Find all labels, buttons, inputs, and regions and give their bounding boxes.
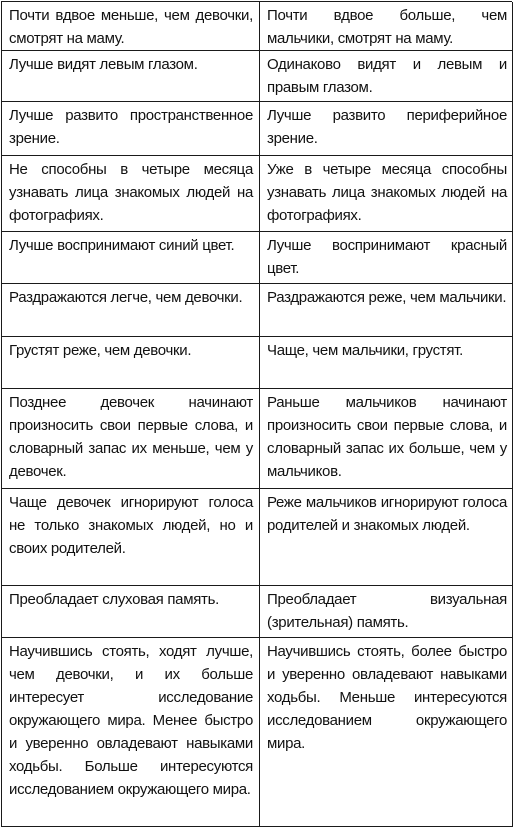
table-cell-right: Одинаково видят и левым и правым глазом. (260, 51, 513, 102)
table-cell-right: Раньше мальчиков начинают произносить свои первые слова, и словарный запас их больше, чем у мальчиков. (260, 389, 513, 489)
table-cell-right: Раздражаются реже, чем мальчики. (260, 284, 513, 337)
table-cell-left: Почти вдвое меньше, чем девочки, смотрят на маму. (2, 2, 260, 51)
table-cell-left: Грустят реже, чем девочки. (2, 337, 260, 389)
table-cell-left: Позднее девочек начинают произносить свои первые слова, и словарный запас их меньше, чем у девочек. (2, 389, 260, 489)
table-cell-right: Реже мальчиков игнорируют голоса родителей и знакомых людей. (260, 489, 513, 586)
table-cell-left: Раздражаются легче, чем девочки. (2, 284, 260, 337)
table-cell-right: Преобладает визуальная (зрительная) память. (260, 586, 513, 638)
table-cell-left: Научившись стоять, ходят лучше, чем девочки, и их больше интересует исследование окружающего мира. Менее быстро и уверенно овладевают навыками ходьбы. Больше интересуются исследованием окружающего мира. (2, 638, 260, 827)
table-cell-left: Лучше воспринимают синий цвет. (2, 232, 260, 284)
comparison-table (1, 1, 512, 827)
table-cell-right: Уже в четыре месяца способны узнавать лица знакомых людей на фотографиях. (260, 156, 513, 232)
table-cell-left: Лучше развито пространственное зрение. (2, 102, 260, 156)
table-cell-left: Преобладает слуховая память. (2, 586, 260, 638)
table-cell-right: Научившись стоять, более быстро и уверенно овладевают навыками ходьбы. Меньше интересуются исследованием окружающего мира. (260, 638, 513, 827)
table-cell-right: Лучше развито периферийное зрение. (260, 102, 513, 156)
table-cell-right: Лучше воспринимают красный цвет. (260, 232, 513, 284)
table-cell-left: Не способны в четыре месяца узнавать лица знакомых людей на фотографиях. (2, 156, 260, 232)
table-cell-right: Почти вдвое больше, чем мальчики, смотрят на маму. (260, 2, 513, 51)
table-cell-left: Чаще девочек игнорируют голоса не только знакомых людей, но и своих родителей. (2, 489, 260, 586)
table-cell-right: Чаще, чем мальчики, грустят. (260, 337, 513, 389)
table-cell-left: Лучше видят левым глазом. (2, 51, 260, 102)
